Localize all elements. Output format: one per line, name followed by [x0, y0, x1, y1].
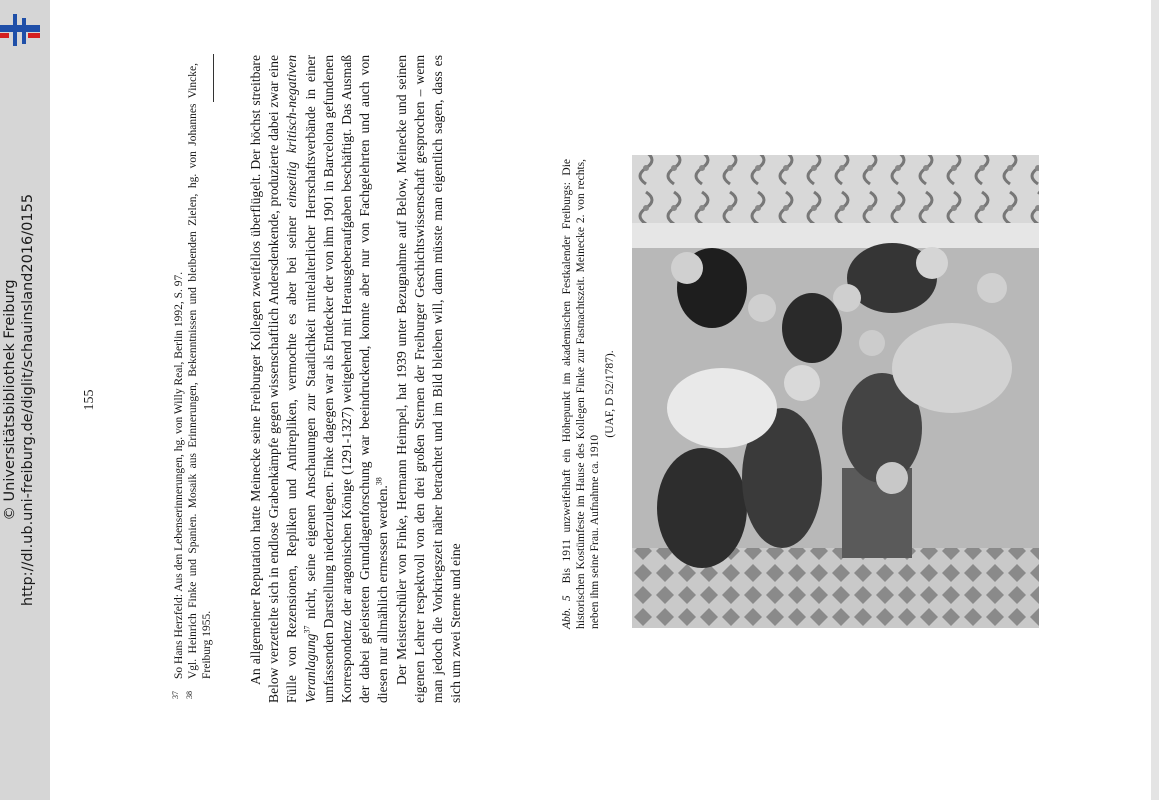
- footnote-ref: 38: [374, 477, 384, 486]
- figure-caption: [560, 159, 617, 629]
- paragraph-text: An allgemeiner Reputation hatte Meinecke seine Freiburger Kollegen zweifellos überflügelt. Der höchst streitbare Below verzettelte sich in endlose Grabenkämpfe gegen wissenschaftlich Andersdenkende, produzierte dabei zwar eine Fülle von Rezensionen, Repliken und Antirepliken, vermochte es aber bei seiner: [248, 55, 300, 703]
- footnote-text: So Hans Herzfeld: Aus den Lebenserinnerungen, hg. von Willy Real, Berlin 1992, S. 97.: [173, 271, 185, 679]
- figure-label: Abb. 5: [561, 595, 573, 629]
- photo-drawing: [632, 155, 1039, 628]
- paragraph-text: nicht, seine eigenen Anschauungen zur Staatlichkeit mittelalterlicher Herrschaftsverbände in einer umfassenden Darstellung niederzulegen. Finke dagegen war als Entdecker der von ihm 1901 in Barcelona gefundenen Korrespondenz der aragonischen Könige (1291-1327) weitgehend mit Herausgeberaufgaben beschäftigt. Das Ausmaß der dabei geleisteten Grundlagenforschung war beeindruckend, konnte aber nur von Fachgelehrten und auch von diesen nur allmählich ermessen werden.: [302, 55, 391, 703]
- body-text: [247, 55, 465, 703]
- footnotes: [172, 63, 214, 703]
- page-url[interactable]: http://dl.ub.uni-freiburg.de/diglit/schauinsland2016/0155: [20, 193, 36, 607]
- footnote-37: [172, 63, 186, 703]
- footnote-ref: 37: [302, 625, 312, 634]
- caption-text: Bis 1911 unzweifelhaft ein Höhepunkt im akademischen Festkalender Freiburgs: Die historischen Kostümfeste im Hause des Kollegen Finke zur Fastnachtszeit. Meinecke 2. von rechts, neben ihm seine Frau. Aufnahme ca. 1910: [561, 159, 602, 629]
- copyright-notice: © Universitätsbibliothek Freiburg: [2, 279, 18, 521]
- italic-quote: einseitig kritisch-negativen Veranlagung: [284, 55, 318, 703]
- page-number: 155: [82, 389, 97, 411]
- paragraph-1: [247, 55, 393, 703]
- footnote-number: 37: [171, 691, 180, 699]
- footnote-38: [186, 63, 214, 703]
- caption-credit: (UAF, D 52/1787).: [603, 350, 616, 438]
- costume-party-photo: [632, 155, 1039, 628]
- footnote-number: 38: [185, 691, 194, 699]
- paragraph-2: Der Meisterschüler von Finke, Hermann Heimpel, hat 1939 unter Bezugnahme auf Below, Meinecke und seinen eigenen Lehrer respektvoll von den drei großen Sternen der Freiburger Geschichtswissenschaft gesprochen – wenn man jedoch die Vorkriegszeit näher betrachtet und im Bild bleiben will, dann müsste man eigentlich sagen, dass es sich um zwei Sterne und eine: [393, 55, 464, 703]
- footnote-text: Vgl. Heinrich Finke und Spanien. Mosaik aus Erinnerungen, Bekenntnissen und bleibenden Zielen, hg. von Johannes Vincke, Freiburg 1955.: [187, 63, 213, 679]
